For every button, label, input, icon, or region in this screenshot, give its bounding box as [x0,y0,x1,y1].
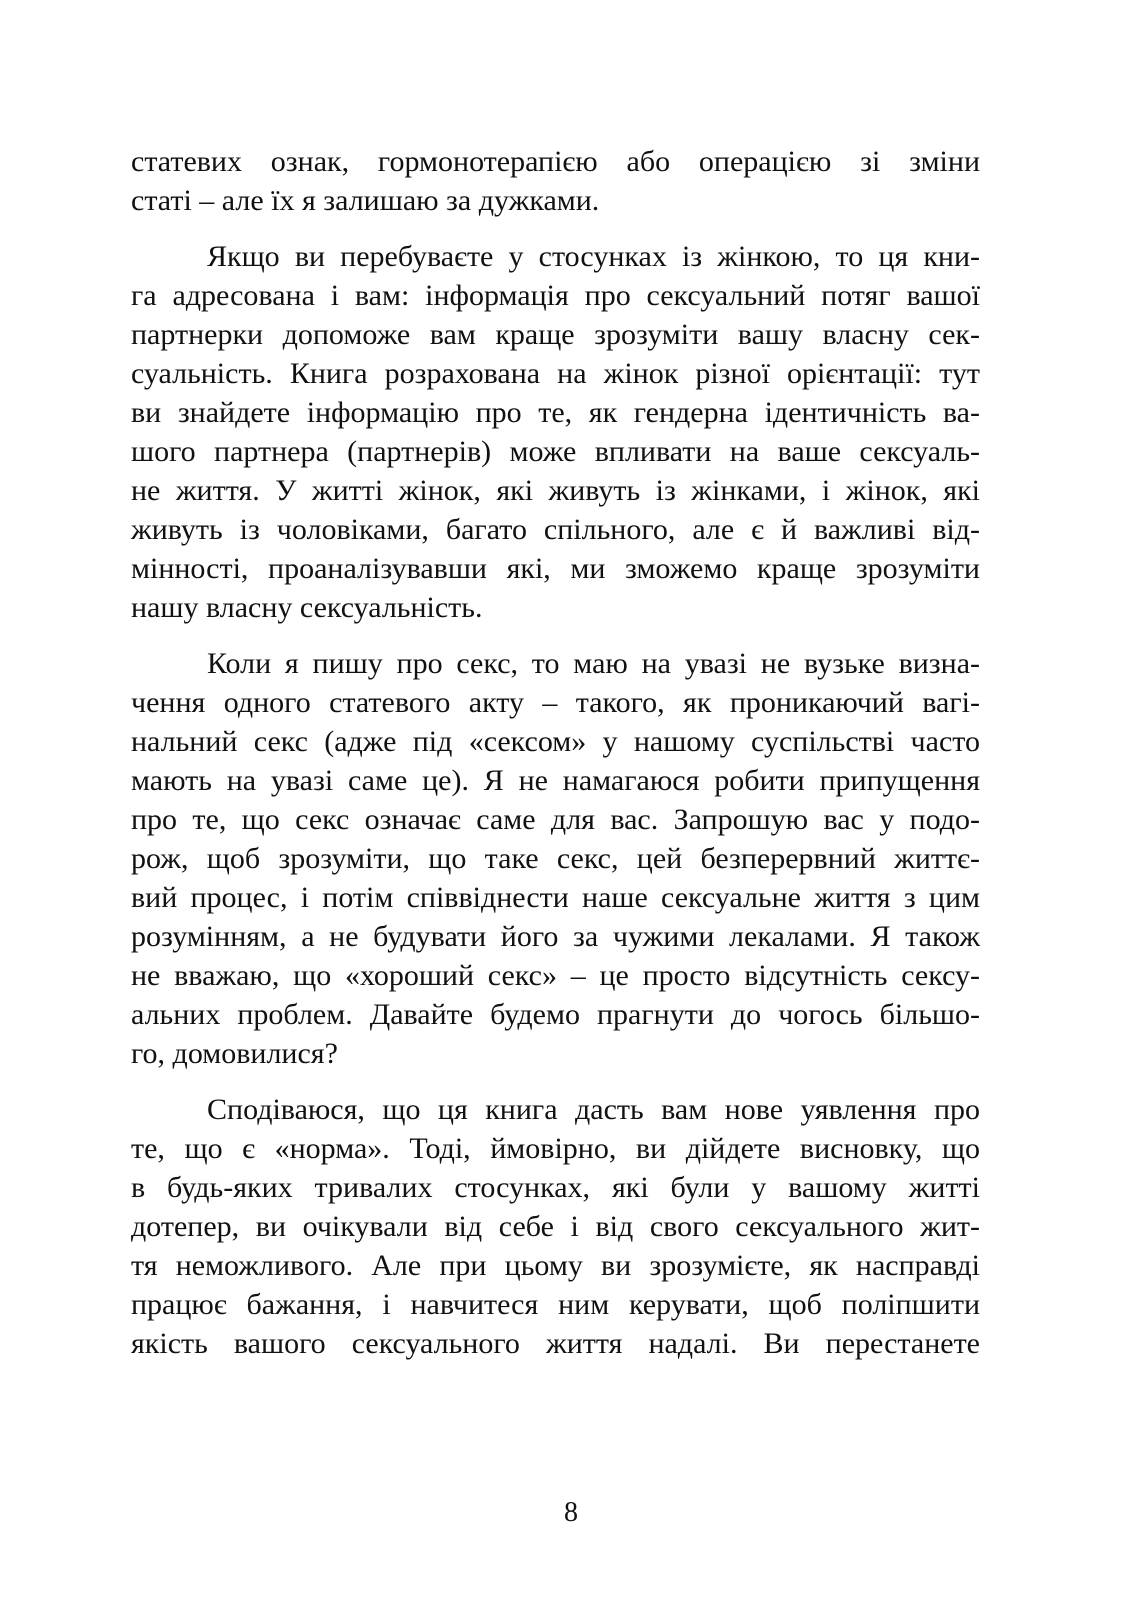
text-line: про те, що секс означає саме для вас. Запрошую вас у подо- [131,803,980,836]
paragraph-3 [131,644,980,1073]
text-line: якість вашого сексуального життя надалі. Ви перестанете [131,1327,980,1360]
text-line: мають на увазі саме це). Я не намагаюся робити припущення [131,764,980,797]
paragraph-2 [131,237,980,627]
text-line: нальний секс (адже під «сексом» у нашому суспільстві часто [131,725,980,758]
text-line: вий процес, і потім співвіднести наше сексуальне життя з цим [131,881,980,914]
text-line: не вважаю, що «хороший секс» – це просто відсутність сексу- [131,959,980,992]
text-line: розумінням, а не будувати його за чужими лекалами. Я також [131,920,980,953]
text-line: го, домовилися? [131,1037,338,1070]
text-line: статі – але їх я залишаю за дужками. [131,184,600,217]
text-line: нашу власну сексуальність. [131,591,483,624]
text-line: рож, щоб зрозуміти, що таке секс, цей безперервний життє- [131,842,980,875]
body-text [131,142,980,1363]
text-line: партнерки допоможе вам краще зрозуміти вашу власну сек- [131,318,980,351]
text-line: статевих ознак, гормонотерапією або операцією зі зміни [131,145,980,178]
text-line: ви знайдете інформацію про те, як гендерна ідентичність ва- [131,396,980,429]
text-line: чення одного статевого акту – такого, як проникаючий вагі- [131,686,980,719]
text-line: суальність. Книга розрахована на жінок різної орієнтації: тут [131,357,980,390]
text-line: те, що є «норма». Тоді, ймовірно, ви дійдете висновку, що [131,1132,980,1165]
text-line: тя неможливого. Але при цьому ви зрозумієте, як насправді [131,1249,980,1282]
text-line: живуть із чоловіками, багато спільного, але є й важливі від- [131,513,980,546]
text-line: альних проблем. Давайте будемо прагнути до чогось більшо- [131,998,980,1031]
text-line: працює бажання, і навчитеся ним керувати, щоб поліпшити [131,1288,980,1321]
text-line: га адресована і вам: інформація про сексуальний потяг вашої [131,279,980,312]
text-line: Коли я пишу про секс, то маю на увазі не вузьке визна- [207,647,980,680]
paragraph-4 [131,1090,980,1363]
paragraph-1 [131,142,980,220]
text-line: мінності, проаналізувавши які, ми зможемо краще зрозуміти [131,552,980,585]
text-line: в будь-яких тривалих стосунках, які були у вашому житті [131,1171,980,1204]
text-line: дотепер, ви очікували від себе і від свого сексуального жит- [131,1210,980,1243]
text-line: Якщо ви перебуваєте у стосунках із жінкою, то ця кни- [207,240,980,273]
text-line: шого партнера (партнерів) може впливати на ваше сексуаль- [131,435,980,468]
page-number: 8 [564,1497,578,1528]
text-line: Сподіваюся, що ця книга дасть вам нове уявлення про [207,1093,980,1126]
text-line: не життя. У житті жінок, які живуть із жінками, і жінок, які [131,474,980,507]
